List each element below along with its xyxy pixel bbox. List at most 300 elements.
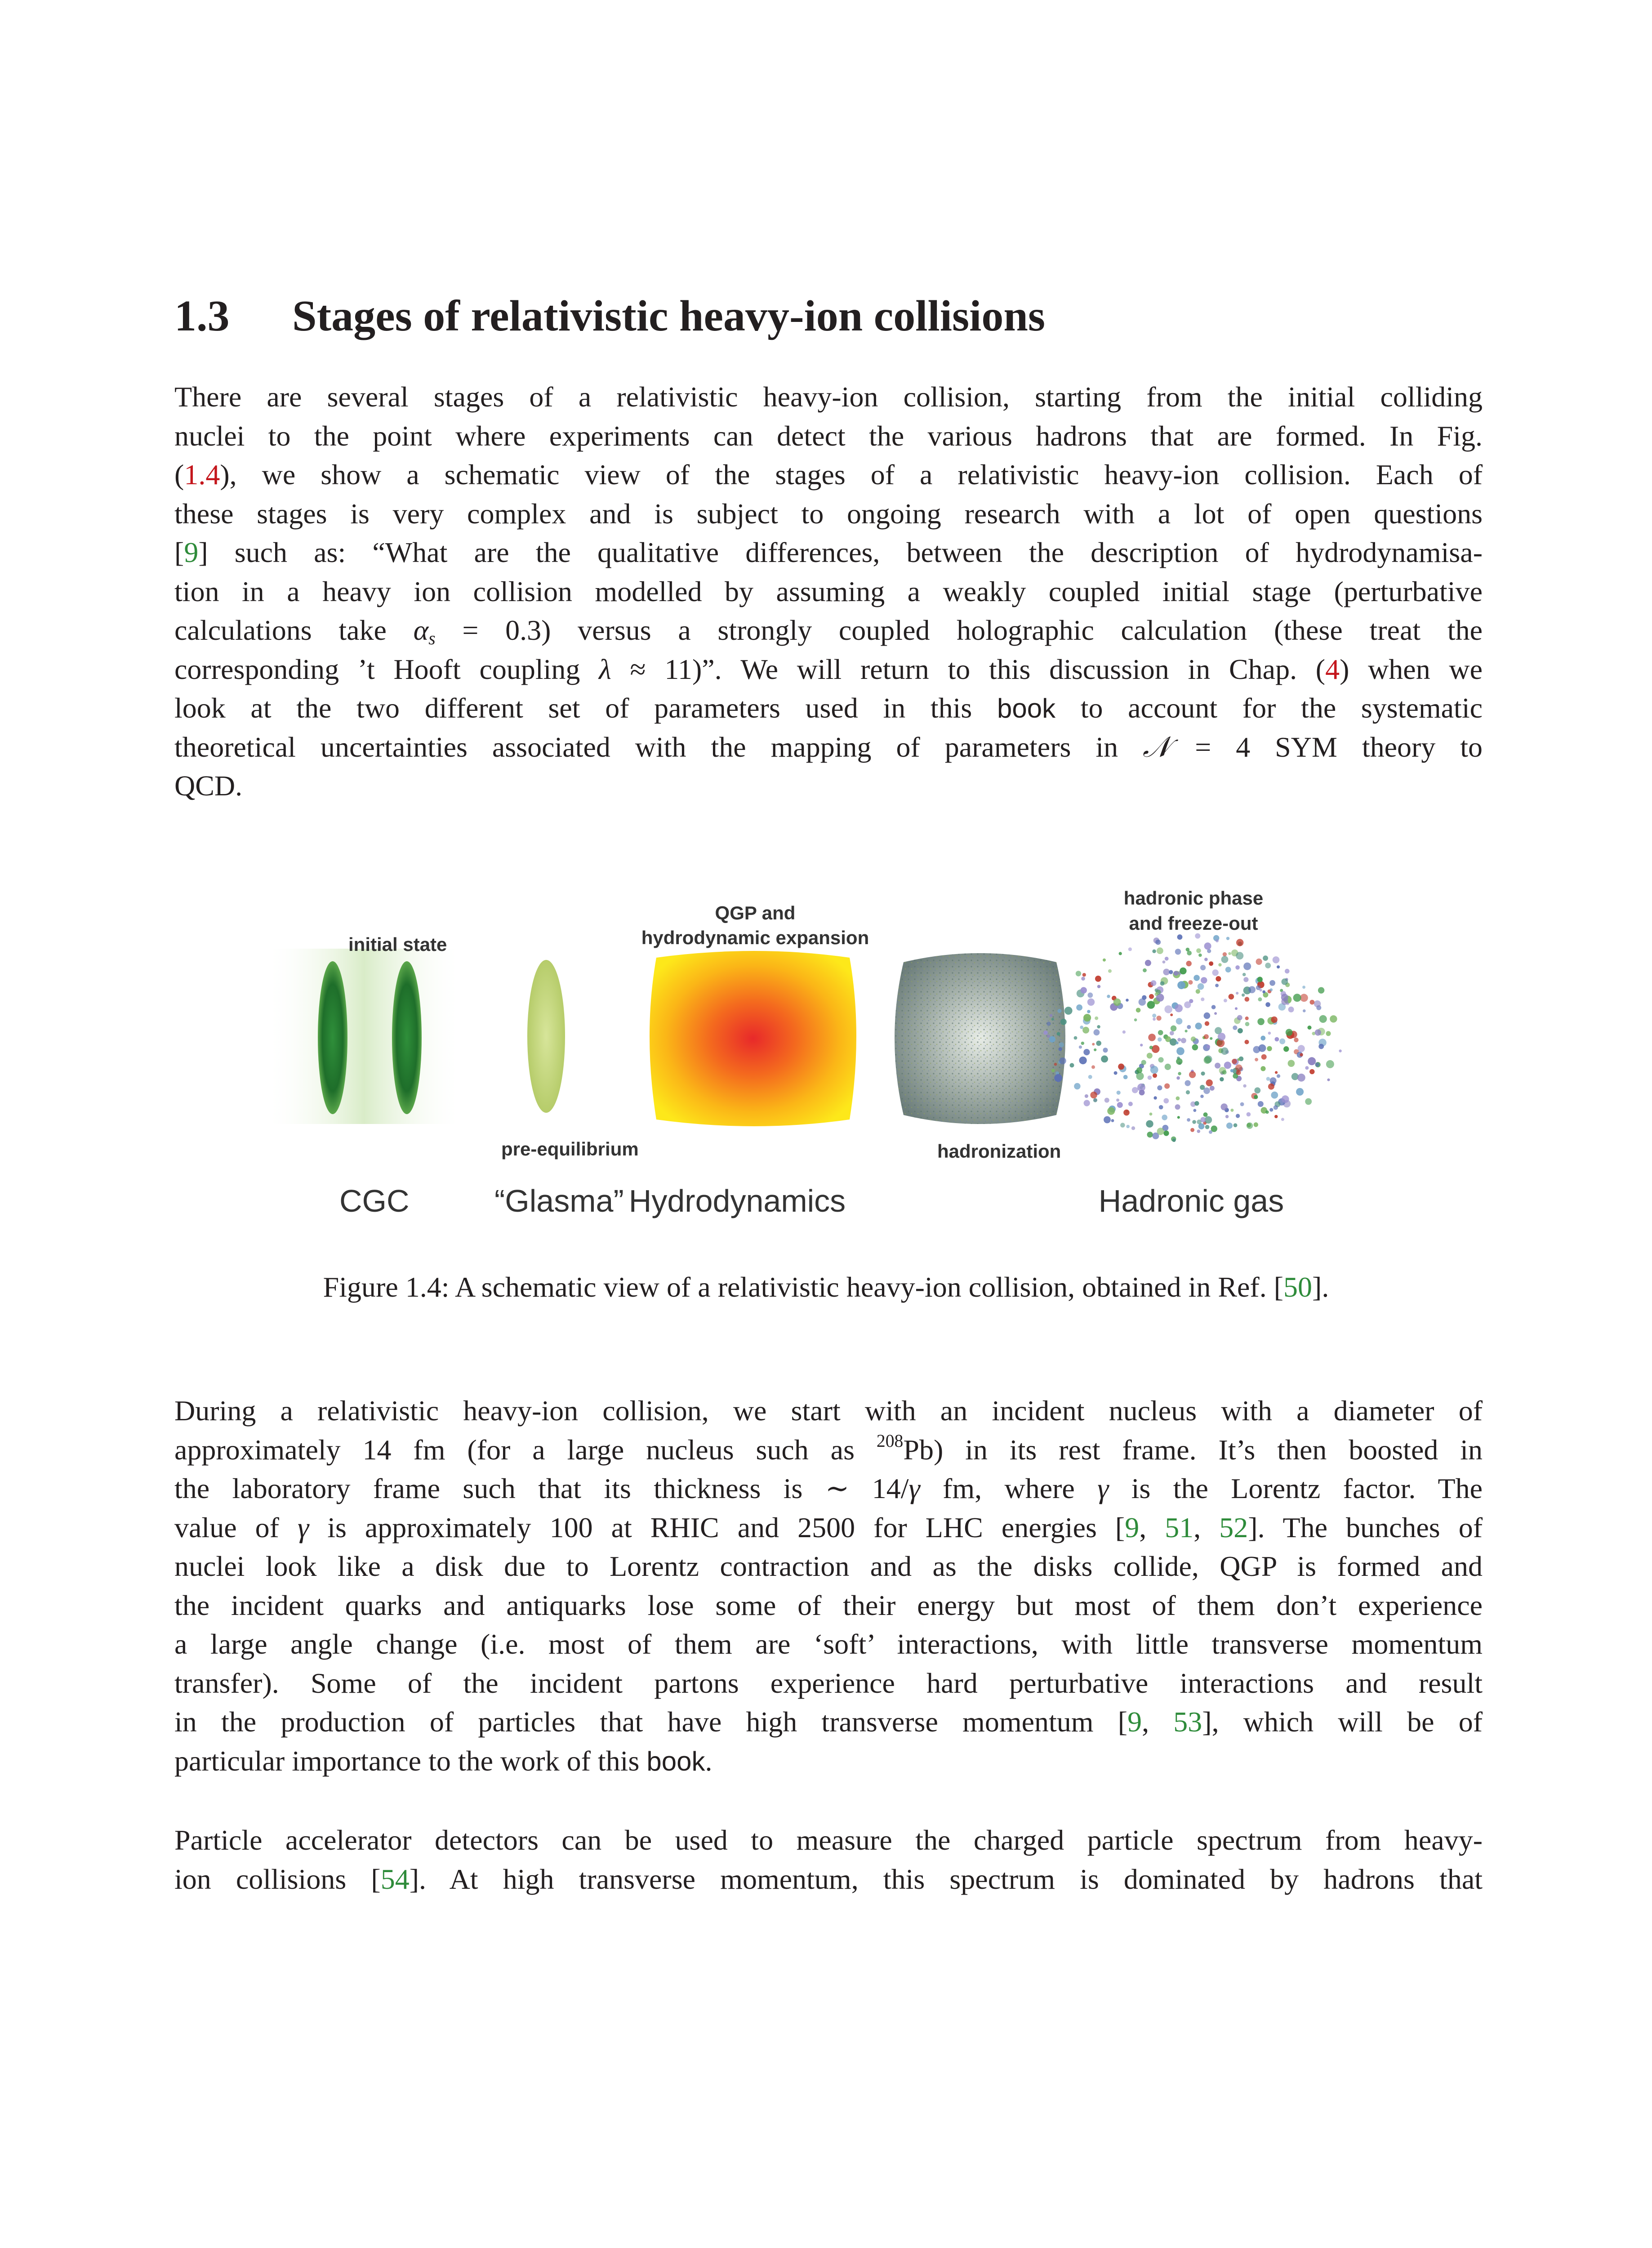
- hadron-particle: [1070, 1063, 1074, 1067]
- hadron-particle: [1064, 1007, 1073, 1015]
- paragraph-1: [174, 378, 1483, 806]
- hadron-particle: [1141, 1060, 1146, 1065]
- hadron-particle: [1221, 1048, 1229, 1055]
- hadron-particle: [1118, 1064, 1124, 1070]
- hadron-particle: [1111, 1119, 1114, 1122]
- hadron-particle: [1134, 1018, 1137, 1021]
- hadron-particle: [1175, 1004, 1183, 1012]
- hadron-particle: [1169, 970, 1173, 974]
- hadron-particle: [1146, 1120, 1153, 1128]
- hadron-particle: [1192, 1120, 1196, 1124]
- hadron-particle: [1197, 1129, 1201, 1133]
- hadron-particle: [1195, 933, 1200, 939]
- hadron-particle: [1262, 990, 1265, 994]
- hadron-particle: [1296, 1088, 1304, 1096]
- hadron-particle: [1151, 980, 1157, 986]
- hadron-particle: [1184, 1001, 1191, 1008]
- hadron-particle: [1260, 1036, 1265, 1041]
- hadron-particle: [1163, 969, 1170, 976]
- hadron-particle: [1265, 1002, 1270, 1007]
- hadron-particle: [1103, 1048, 1108, 1053]
- text-line: the laboratory frame such that its thickness is ∼ 14/γ fm, where γ is the Lorentz factor. The: [174, 1472, 1483, 1504]
- hadron-particle: [1080, 1026, 1083, 1029]
- hadron-particle: [1230, 1109, 1233, 1112]
- hadron-particle: [1201, 977, 1207, 983]
- text-line: QCD.: [174, 770, 243, 802]
- citation-link[interactable]: 9: [1127, 1706, 1142, 1738]
- label-glasma: “Glasma”: [494, 1183, 624, 1218]
- hadron-particle: [1122, 1030, 1126, 1034]
- hadron-particle: [1236, 992, 1238, 995]
- hadron-particle: [1268, 1032, 1271, 1035]
- hadron-particle: [1176, 1041, 1178, 1044]
- hadron-particle: [1218, 963, 1221, 966]
- hadron-particle: [1236, 1114, 1240, 1118]
- hadron-particle: [1201, 998, 1204, 1001]
- citation-link[interactable]: 9: [184, 536, 199, 568]
- hadron-particle: [1117, 1102, 1123, 1108]
- hadron-particle: [1308, 1057, 1316, 1065]
- hadron-particle: [1270, 988, 1273, 991]
- hadron-particle: [1230, 1069, 1233, 1072]
- hadron-particle: [1147, 1001, 1155, 1009]
- hadron-particle: [1281, 1118, 1284, 1121]
- hadron-particle: [1315, 1062, 1319, 1066]
- hadron-particle: [1175, 1104, 1180, 1110]
- hadron-particle: [1235, 1065, 1242, 1072]
- hadron-particle: [1216, 976, 1221, 981]
- hadron-particle: [1143, 968, 1147, 972]
- hadron-particle: [1275, 1037, 1279, 1042]
- hadron-particle: [1158, 1057, 1164, 1062]
- hadron-particle: [1189, 1071, 1196, 1078]
- label-qgp-line2: hydrodynamic expansion: [641, 927, 869, 948]
- hadron-particle: [1081, 977, 1085, 981]
- hadron-particle: [1288, 1060, 1295, 1067]
- hadron-particle: [1076, 1004, 1082, 1011]
- hadron-particle: [1237, 1015, 1242, 1021]
- hadron-particle: [1277, 965, 1280, 968]
- hadron-particle: [1200, 965, 1206, 970]
- hadron-particle: [1159, 1105, 1163, 1110]
- hadron-particle: [1079, 1057, 1087, 1064]
- hadron-particle: [1318, 987, 1324, 994]
- hadron-particle: [1091, 1065, 1095, 1069]
- hadron-particle: [1236, 952, 1243, 959]
- hadron-particle: [1097, 985, 1100, 988]
- hadron-particle: [1136, 1072, 1144, 1080]
- text-line: in the production of particles that have high transverse momentum [9, 53], which will be of: [174, 1706, 1483, 1738]
- hadron-particle: [1267, 1046, 1272, 1051]
- hadron-particle: [1271, 1092, 1278, 1099]
- hadron-particle: [1185, 1030, 1188, 1032]
- hadron-particle: [1200, 1117, 1206, 1122]
- hadron-particle: [1170, 1013, 1173, 1016]
- figure-graphic: [265, 877, 1389, 1245]
- hadron-particle: [1265, 1111, 1269, 1114]
- hadron-particle: [1180, 968, 1186, 974]
- hadron-particle: [1274, 1105, 1278, 1110]
- hadron-particle: [1210, 1037, 1212, 1040]
- hadron-particle: [1085, 1094, 1088, 1098]
- hadron-particle: [1308, 1026, 1312, 1030]
- hadron-particle: [1266, 1077, 1270, 1081]
- hadron-particle: [1136, 1008, 1141, 1013]
- label-hadronization: hadronization: [937, 1141, 1061, 1162]
- hadron-particle: [1131, 1126, 1135, 1130]
- hadron-particle: [1176, 1076, 1180, 1080]
- hadron-particle: [1096, 1041, 1101, 1046]
- hadron-particle: [1186, 961, 1192, 966]
- hadron-particle: [1103, 959, 1106, 962]
- hadron-particle: [1226, 1123, 1233, 1129]
- hadron-particle: [1326, 1060, 1334, 1068]
- text-line: look at the two different set of parameters used in this book to account for the systematic: [174, 692, 1483, 724]
- hadron-particle: [1123, 1075, 1128, 1079]
- cgc-nucleus-right: [392, 961, 422, 1114]
- hadron-particle: [1107, 995, 1110, 998]
- hadron-particle: [1043, 1030, 1048, 1035]
- citation-link[interactable]: 53: [1173, 1706, 1202, 1738]
- hadron-particle: [1152, 1014, 1156, 1018]
- hadron-particle: [1191, 1036, 1196, 1041]
- hadron-particle: [1176, 1018, 1183, 1025]
- hadron-particle: [1170, 1039, 1177, 1046]
- hadronization-texture: [895, 953, 1065, 1124]
- hadron-particle: [1205, 1021, 1209, 1026]
- hadron-particle: [1186, 1090, 1190, 1094]
- hadron-particle: [1232, 1059, 1237, 1064]
- text-line: approximately 14 fm (for a large nucleus such as $^{208}$Pb) in its rest frame. It’s then boosted in: [174, 1431, 1483, 1466]
- hadron-particle: [1302, 986, 1305, 989]
- hadron-particle: [1233, 1026, 1237, 1030]
- hadron-particle: [1158, 1030, 1163, 1035]
- text-line: transfer). Some of the incident partons experience hard perturbative interactions and result: [174, 1667, 1483, 1699]
- hadron-particle: [1157, 1016, 1162, 1021]
- hadron-particle: [1178, 1072, 1181, 1075]
- hadron-particle: [1309, 1069, 1314, 1074]
- hadron-particle: [1193, 975, 1200, 981]
- hadron-particle: [1175, 949, 1181, 955]
- hadron-particle: [1155, 992, 1158, 996]
- math-alpha: α: [413, 614, 429, 646]
- hadron-particle: [1223, 952, 1227, 956]
- hadron-particle: [1273, 956, 1280, 963]
- hadron-particle: [1286, 1029, 1293, 1036]
- hadron-particle: [1181, 1038, 1186, 1043]
- hadron-particle: [1282, 1095, 1289, 1103]
- hadron-particle: [1155, 940, 1161, 945]
- hadron-particle: [1190, 1128, 1194, 1132]
- hadron-particle: [1236, 939, 1243, 946]
- hadron-particle: [1204, 942, 1211, 950]
- hadron-particle: [1051, 1069, 1055, 1072]
- hadron-particle: [1327, 1079, 1330, 1081]
- hadron-particle: [1192, 1044, 1198, 1051]
- hadron-particle: [1254, 1095, 1258, 1099]
- hadron-particle: [1305, 1066, 1309, 1070]
- hadron-particle: [1090, 1092, 1097, 1098]
- hadron-particle: [1210, 1086, 1215, 1091]
- label-hadronic-gas: Hadronic gas: [1098, 1183, 1284, 1218]
- math-N: 𝒩: [1143, 731, 1171, 763]
- hadron-particle: [1203, 1088, 1210, 1094]
- hadron-particle: [1277, 1074, 1280, 1078]
- hadron-particle: [1057, 1032, 1060, 1036]
- hadron-particle: [1163, 1098, 1169, 1104]
- hadron-particle: [1189, 980, 1193, 985]
- hadron-particle: [1233, 1123, 1238, 1127]
- hadron-particle: [1177, 934, 1183, 940]
- glasma-disk: [527, 960, 565, 1113]
- hadron-particle: [1083, 1014, 1091, 1021]
- hadron-particle: [1247, 1112, 1251, 1117]
- hadron-particle: [1093, 1098, 1097, 1102]
- hadron-particle: [1176, 1047, 1184, 1055]
- hadron-particle: [1339, 1049, 1341, 1052]
- label-initial-state: initial state: [348, 934, 447, 955]
- hadron-particle: [1187, 951, 1192, 956]
- hadron-particle: [1074, 1083, 1080, 1089]
- hadron-particle: [1113, 999, 1121, 1006]
- hadron-particle: [1152, 1045, 1160, 1053]
- hadron-particle: [1204, 1034, 1209, 1039]
- hadron-particle: [1095, 1017, 1098, 1020]
- hadron-particle: [1207, 1045, 1210, 1048]
- hadron-particle: [1162, 1115, 1167, 1120]
- chapter-ref-link[interactable]: 4: [1325, 653, 1340, 685]
- text-line: During a relativistic heavy-ion collision, we start with an incident nucleus with a diameter of: [174, 1395, 1483, 1427]
- label-hadronic-phase-line1: hadronic phase: [1123, 888, 1264, 909]
- hadron-particle: [1300, 994, 1308, 1002]
- hadron-particle: [1260, 1066, 1265, 1071]
- hadron-particle: [1216, 939, 1219, 942]
- hadron-particle: [1305, 1098, 1312, 1105]
- hadron-particle: [1222, 1070, 1227, 1075]
- hadron-particle: [1235, 1007, 1238, 1010]
- text-line: a large angle change (i.e. most of them are ‘soft’ interactions, with little transverse momentum: [174, 1628, 1483, 1660]
- hadron-particle: [1242, 973, 1246, 977]
- hadron-particle: [1279, 1039, 1285, 1044]
- hadron-particle: [1149, 994, 1154, 999]
- hadron-particle: [1165, 1064, 1171, 1070]
- hadron-particle: [1107, 1107, 1115, 1115]
- hadron-particle: [1226, 937, 1229, 940]
- hadron-particle: [1195, 1023, 1202, 1030]
- hadron-particle: [1263, 955, 1268, 961]
- hadron-particle: [1294, 1038, 1298, 1042]
- hadron-particle: [1128, 947, 1132, 951]
- hadron-particle: [1157, 1085, 1162, 1090]
- hadron-particle: [1224, 1062, 1231, 1069]
- hadron-particle: [1165, 957, 1169, 961]
- hadron-particle: [1215, 984, 1219, 987]
- hadron-particle: [1176, 1097, 1180, 1101]
- citation-link[interactable]: 51: [1165, 1511, 1194, 1543]
- hadron-particle: [1282, 978, 1288, 985]
- hadron-particle: [1265, 963, 1271, 968]
- hadron-particle: [1204, 958, 1208, 961]
- hadron-particle: [1225, 967, 1231, 972]
- cgc-nucleus-left: [318, 961, 347, 1114]
- hadron-particle: [1285, 969, 1290, 974]
- hadron-particle: [1114, 1071, 1118, 1075]
- text-line: [9] such as: “What are the qualitative differences, between the description of hydrodynamisa-: [174, 536, 1483, 568]
- hadron-particle: [1293, 994, 1301, 1002]
- hadron-particle: [1297, 1074, 1305, 1082]
- hadron-particle: [1057, 1009, 1061, 1013]
- hadron-particle: [1212, 969, 1219, 976]
- hadron-particle: [1245, 1022, 1250, 1026]
- hadron-particle: [1177, 1116, 1180, 1119]
- hadron-particle: [1300, 1053, 1303, 1056]
- text-line: particular importance to the work of this book.: [174, 1744, 712, 1777]
- hadron-particle: [1152, 950, 1156, 953]
- hadron-particle: [1315, 1029, 1321, 1035]
- hadron-particle: [1318, 1044, 1324, 1049]
- hadron-particle: [1108, 969, 1112, 973]
- hadron-particle: [1149, 1113, 1153, 1116]
- hadron-particle: [1076, 971, 1081, 976]
- hadron-particle: [1054, 1063, 1057, 1066]
- hadron-particle: [1242, 994, 1245, 997]
- text-line: (1.4), we show a schematic view of the stages of a relativistic heavy-ion collision. Each of: [174, 459, 1483, 491]
- hadron-particle: [1176, 1058, 1182, 1065]
- hadron-particle: [1194, 1101, 1199, 1106]
- hadron-particle: [1097, 1025, 1100, 1028]
- hadron-particle: [1150, 1066, 1158, 1074]
- hadron-particle: [1116, 1098, 1119, 1102]
- hadron-particle: [1059, 1057, 1066, 1064]
- hadron-particle: [1201, 1071, 1205, 1075]
- hadron-particle: [1139, 999, 1146, 1006]
- hadron-particle: [1271, 1017, 1277, 1023]
- hadron-particle: [1083, 1049, 1090, 1055]
- paragraph-2: [174, 1392, 1483, 1780]
- hadron-particle: [1221, 956, 1229, 963]
- hadron-particle: [1310, 1000, 1315, 1005]
- citation-link[interactable]: 9: [1125, 1511, 1140, 1543]
- hadron-particle: [1082, 1027, 1089, 1034]
- hadron-particle: [1117, 1091, 1121, 1095]
- hadronic-gas-particles: [1043, 933, 1342, 1142]
- hadron-particle: [1079, 1045, 1082, 1048]
- hadron-particle: [1164, 1084, 1170, 1089]
- hadron-particle: [1257, 977, 1263, 982]
- hadron-particle: [1268, 1084, 1274, 1090]
- hadron-particle: [1330, 1015, 1337, 1022]
- hadron-particle: [1054, 1074, 1062, 1082]
- citation-link[interactable]: 52: [1219, 1511, 1248, 1543]
- hadron-particle: [1049, 1036, 1055, 1043]
- hadron-particle: [1081, 987, 1087, 993]
- text-line: these stages is very complex and is subject to ongoing research with a lot of open questions: [174, 497, 1483, 530]
- hadron-particle: [1243, 1084, 1246, 1088]
- hadron-particle: [1158, 1037, 1162, 1041]
- hadron-particle: [1177, 1038, 1181, 1042]
- hadron-particle: [1059, 1042, 1064, 1047]
- hadron-particle: [1157, 947, 1163, 954]
- label-hadronic-phase-line2: and freeze-out: [1129, 913, 1258, 934]
- hadron-particle: [1275, 1071, 1278, 1074]
- citation-link[interactable]: 50: [1283, 1271, 1313, 1303]
- hadron-particle: [1257, 1018, 1265, 1026]
- hadron-particle: [1046, 1035, 1050, 1038]
- hadron-particle: [1145, 960, 1151, 966]
- hadron-particle: [1147, 1132, 1153, 1137]
- hadron-particle: [1172, 1138, 1176, 1142]
- text-line: the incident quarks and antiquarks lose some of their energy but most of them don’t experience: [174, 1589, 1483, 1621]
- text-line: There are several stages of a relativistic heavy-ion collision, starting from the initial colliding: [174, 381, 1483, 413]
- hadron-particle: [1139, 1090, 1145, 1096]
- hadron-particle: [1153, 1073, 1157, 1078]
- hadron-particle: [1258, 997, 1262, 1001]
- figure-ref-link[interactable]: 1.4: [184, 459, 220, 491]
- hadron-particle: [1255, 1058, 1258, 1062]
- hadron-particle: [1196, 989, 1200, 994]
- collision-stages-figure: [265, 877, 1389, 1245]
- hadron-particle: [1177, 981, 1185, 989]
- hadron-particle: [1218, 1033, 1225, 1040]
- hadron-particle: [1269, 980, 1275, 986]
- hadron-particle: [1203, 1112, 1208, 1117]
- hadron-particle: [1087, 999, 1095, 1006]
- hadron-particle: [1235, 965, 1240, 970]
- hadron-particle: [1059, 1047, 1062, 1051]
- hadron-particle: [1164, 1005, 1172, 1013]
- hadron-particle: [1087, 993, 1093, 998]
- hadron-particle: [1254, 1087, 1260, 1093]
- hadron-particle: [1094, 1029, 1100, 1035]
- hadron-particle: [1092, 1043, 1095, 1046]
- label-cgc: CGC: [339, 1183, 410, 1218]
- hadron-particle: [1238, 1028, 1243, 1034]
- hadron-particle: [1229, 994, 1234, 1000]
- hadron-particle: [1095, 976, 1101, 982]
- hadron-particle: [1187, 1025, 1191, 1029]
- hadron-particle: [1153, 1096, 1157, 1099]
- hadron-particle: [1228, 952, 1231, 955]
- hadron-particle: [1261, 1054, 1267, 1060]
- hadron-particle: [1254, 1122, 1258, 1127]
- hadron-particle: [1149, 1046, 1153, 1049]
- hadron-particle: [1148, 1034, 1156, 1041]
- citation-link[interactable]: 54: [380, 1863, 410, 1895]
- hadron-particle: [1215, 1063, 1220, 1069]
- hadron-particle: [1269, 1108, 1273, 1111]
- hadron-particle: [1245, 997, 1250, 1002]
- hadron-particle: [1119, 952, 1122, 955]
- hadron-particle: [1087, 1010, 1090, 1013]
- hadron-particle: [1185, 1080, 1191, 1086]
- hadron-particle: [1104, 1098, 1109, 1103]
- hadron-particle: [1174, 971, 1179, 976]
- hadron-particle: [1050, 1014, 1053, 1017]
- section-heading: [174, 292, 1478, 341]
- hadron-particle: [1094, 1048, 1096, 1051]
- hadron-particle: [1247, 1123, 1253, 1129]
- hadron-particle: [1126, 999, 1129, 1002]
- hadron-particle: [1171, 1026, 1176, 1031]
- hadron-particle: [1147, 1053, 1153, 1059]
- hadron-particle: [1303, 1009, 1306, 1012]
- hadron-particle: [1153, 1017, 1156, 1021]
- hadron-particle: [1256, 959, 1262, 965]
- hadron-particle: [1204, 1012, 1211, 1019]
- hadron-particle: [1214, 1012, 1217, 1015]
- hadron-particle: [1283, 1046, 1289, 1052]
- hadron-particle: [1162, 960, 1166, 963]
